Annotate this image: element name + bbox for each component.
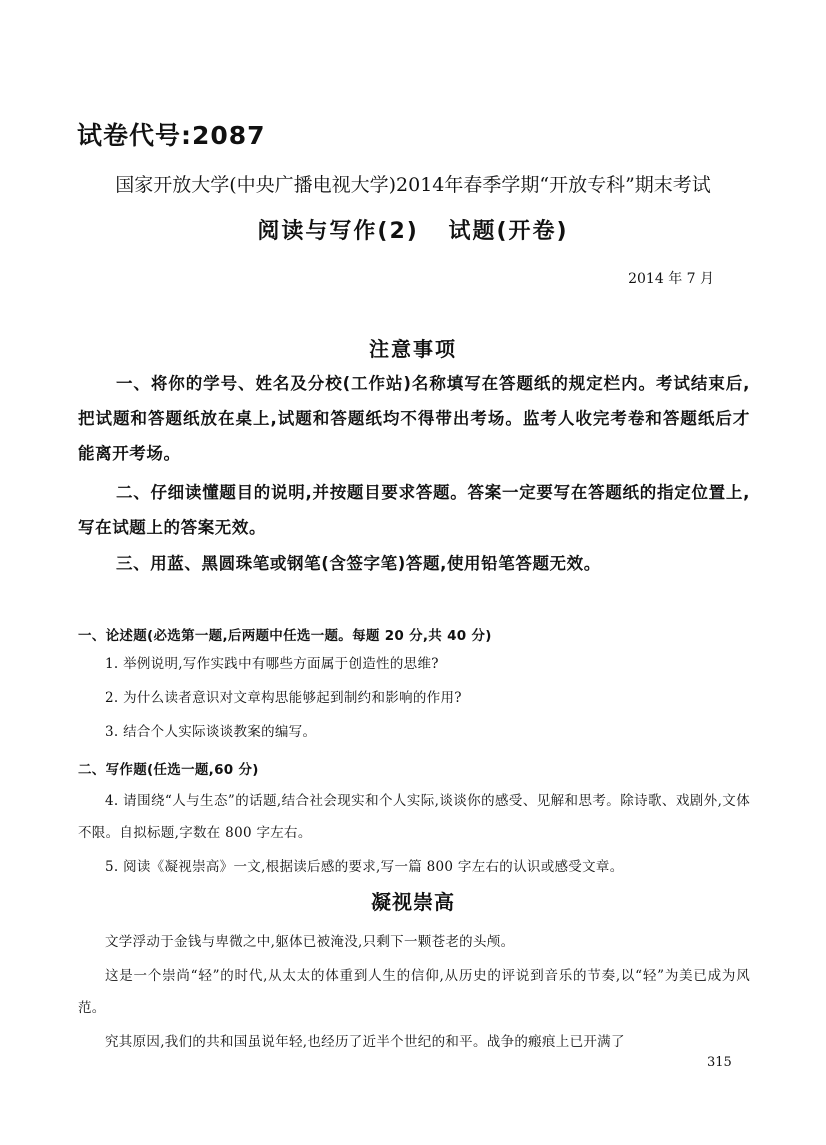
- exam-date: 2014 年 7 月: [628, 271, 714, 287]
- question-2: 2. 为什么读者意识对文章构思能够起到制约和影响的作用?: [105, 690, 462, 706]
- notice-item-3: 三、用蓝、黑圆珠笔或钢笔(含签字笔)答题,使用铅笔答题无效。: [116, 554, 601, 573]
- essay-paragraph-3: 究其原因,我们的共和国虽说年轻,也经历了近半个世纪的和平。战争的瘢痕上已开满了: [105, 1034, 625, 1050]
- page-number: 315: [707, 1055, 732, 1070]
- question-5: 5. 阅读《凝视崇高》一文,根据读后感的要求,写一篇 800 字左右的认识或感受文章。: [105, 859, 624, 875]
- question-4: 4. 请围绕“人与生态”的话题,结合社会现实和个人实际,谈谈你的感受、见解和思考。除诗歌、戏剧外,文体不限。自拟标题,字数在 800 字左右。: [78, 793, 750, 841]
- essay-paragraph-1: 文学浮动于金钱与卑微之中,躯体已被淹没,只剩下一颗苍老的头颅。: [105, 934, 515, 950]
- notice-item-2: 二、仔细读懂题目的说明,并按题目要求答题。答案一定要写在答题纸的指定位置上,写在试题上的答案无效。: [78, 483, 750, 537]
- notice-heading: 注意事项: [369, 337, 457, 361]
- exam-title: 国家开放大学(中央广播电视大学)2014年春季学期“开放专科”期末考试: [115, 174, 711, 196]
- paper-code: 试卷代号:2087: [77, 121, 266, 150]
- notice-item-1: 一、将你的学号、姓名及分校(工作站)名称填写在答题纸的规定栏内。考试结束后,把试题和答题纸放在桌上,试题和答题纸均不得带出考场。监考人收完考卷和答题纸后才能离开考场。: [78, 374, 750, 463]
- section-heading-essay-questions: 一、论述题(必选第一题,后两题中任选一题。每题 20 分,共 40 分): [78, 628, 492, 644]
- section-heading-writing: 二、写作题(任选一题,60 分): [78, 762, 259, 778]
- question-1: 1. 举例说明,写作实践中有哪些方面属于创造性的思维?: [105, 656, 439, 672]
- essay-title: 凝视崇高: [371, 890, 455, 914]
- essay-paragraph-2: 这是一个崇尚“轻”的时代,从太太的体重到人生的信仰,从历史的评说到音乐的节奏,以“轻”为美已成为风范。: [78, 968, 750, 1016]
- question-3: 3. 结合个人实际谈谈教案的编写。: [105, 724, 317, 740]
- subject-title: 阅读与写作(2) 试题(开卷): [257, 219, 569, 244]
